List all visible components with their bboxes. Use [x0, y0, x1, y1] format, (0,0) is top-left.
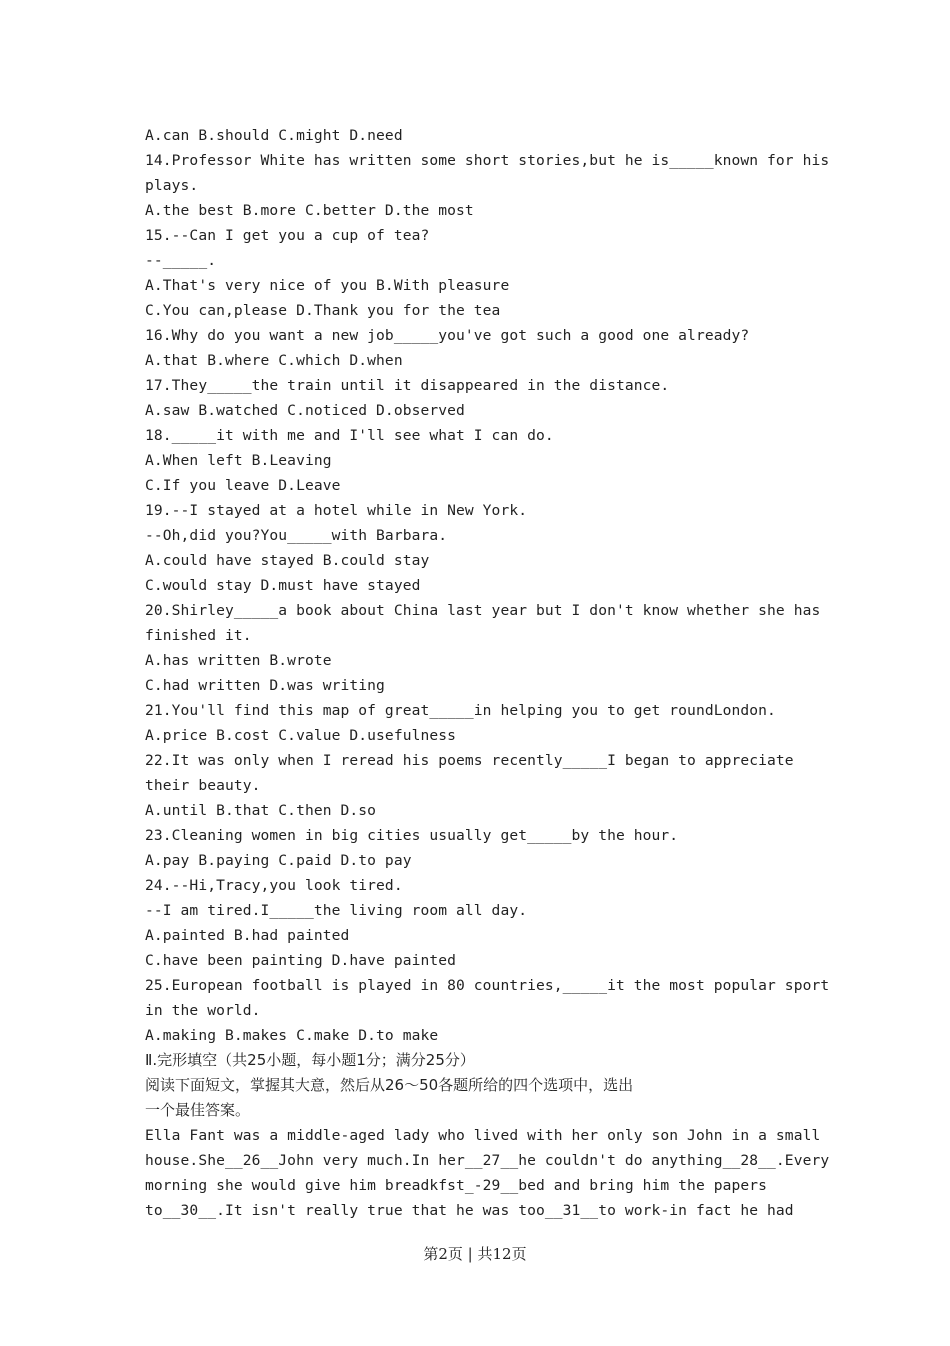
text-line: A.could have stayed B.could stay	[145, 552, 430, 569]
text-line: 14.Professor White has written some short stories,but he is_____known for his	[145, 152, 830, 169]
text-line: A.making B.makes C.make D.to make	[145, 1027, 439, 1044]
text-line: A.until B.that C.then D.so	[145, 802, 377, 819]
page-body	[145, 123, 830, 1223]
text-line: --I am tired.I_____the living room all day.	[145, 902, 528, 919]
text-line: finished it.	[145, 627, 252, 644]
text-line: their beauty.	[145, 777, 261, 794]
text-line: 22.It was only when I reread his poems recently_____I began to appreciate	[145, 752, 794, 769]
text-line: in the world.	[145, 1002, 261, 1019]
text-line: 24.--Hi,Tracy,you look tired.	[145, 877, 403, 894]
text-line: A.That's very nice of you B.With pleasure	[145, 277, 510, 294]
passage-line: house.She__26__John very much.In her__27__he couldn't do anything__28__.Every	[145, 1152, 830, 1169]
text-line: 17.They_____the train until it disappeared in the distance.	[145, 377, 670, 394]
text-line: 25.European football is played in 80 countries,_____it the most popular sport	[145, 977, 830, 994]
text-line: 16.Why do you want a new job_____you've got such a good one already?	[145, 327, 750, 344]
text-line: C.had written D.was writing	[145, 677, 385, 694]
text-line: 18._____it with me and I'll see what I can do.	[145, 427, 554, 444]
text-line: 20.Shirley_____a book about China last year but I don't know whether she has	[145, 602, 821, 619]
text-line: A.that B.where C.which D.when	[145, 352, 403, 369]
text-line: A.the best B.more C.better D.the most	[145, 202, 474, 219]
text-line: --_____.	[145, 252, 217, 269]
text-line: 19.--I stayed at a hotel while in New York.	[145, 502, 528, 519]
text-line: A.painted B.had painted	[145, 927, 350, 944]
text-line: --Oh,did you?You_____with Barbara.	[145, 527, 448, 544]
text-line: C.You can,please D.Thank you for the tea	[145, 302, 501, 319]
page-footer: 第2页 | 共12页	[423, 1245, 527, 1263]
text-line: plays.	[145, 177, 199, 194]
section-heading: Ⅱ.完形填空（共25小题，每小题1分；满分25分）	[145, 1051, 475, 1069]
text-line: 15.--Can I get you a cup of tea?	[145, 227, 430, 244]
text-line: A.saw B.watched C.noticed D.observed	[145, 402, 465, 419]
instruction-line: 一个最佳答案。	[145, 1101, 251, 1119]
text-line: C.would stay D.must have stayed	[145, 577, 421, 594]
text-line: A.can B.should C.might D.need	[145, 127, 403, 144]
text-line: 23.Cleaning women in big cities usually get_____by the hour.	[145, 827, 679, 844]
text-line: A.price B.cost C.value D.usefulness	[145, 727, 457, 744]
text-line: A.pay B.paying C.paid D.to pay	[145, 852, 412, 869]
passage-line: Ella Fant was a middle-aged lady who lived with her only son John in a small	[145, 1127, 821, 1144]
passage-line: to__30__.It isn't really true that he was too__31__to work-in fact he had	[145, 1202, 794, 1219]
text-line: C.have been painting D.have painted	[145, 952, 457, 969]
instruction-line: 阅读下面短文，掌握其大意，然后从26～50各题所给的四个选项中，选出	[145, 1076, 634, 1094]
text-line: A.When left B.Leaving	[145, 452, 332, 469]
text-line: 21.You'll find this map of great_____in helping you to get roundLondon.	[145, 702, 776, 719]
text-line: A.has written B.wrote	[145, 652, 332, 669]
passage-line: morning she would give him breadkfst_-29__bed and bring him the papers	[145, 1177, 768, 1194]
text-line: C.If you leave D.Leave	[145, 477, 341, 494]
